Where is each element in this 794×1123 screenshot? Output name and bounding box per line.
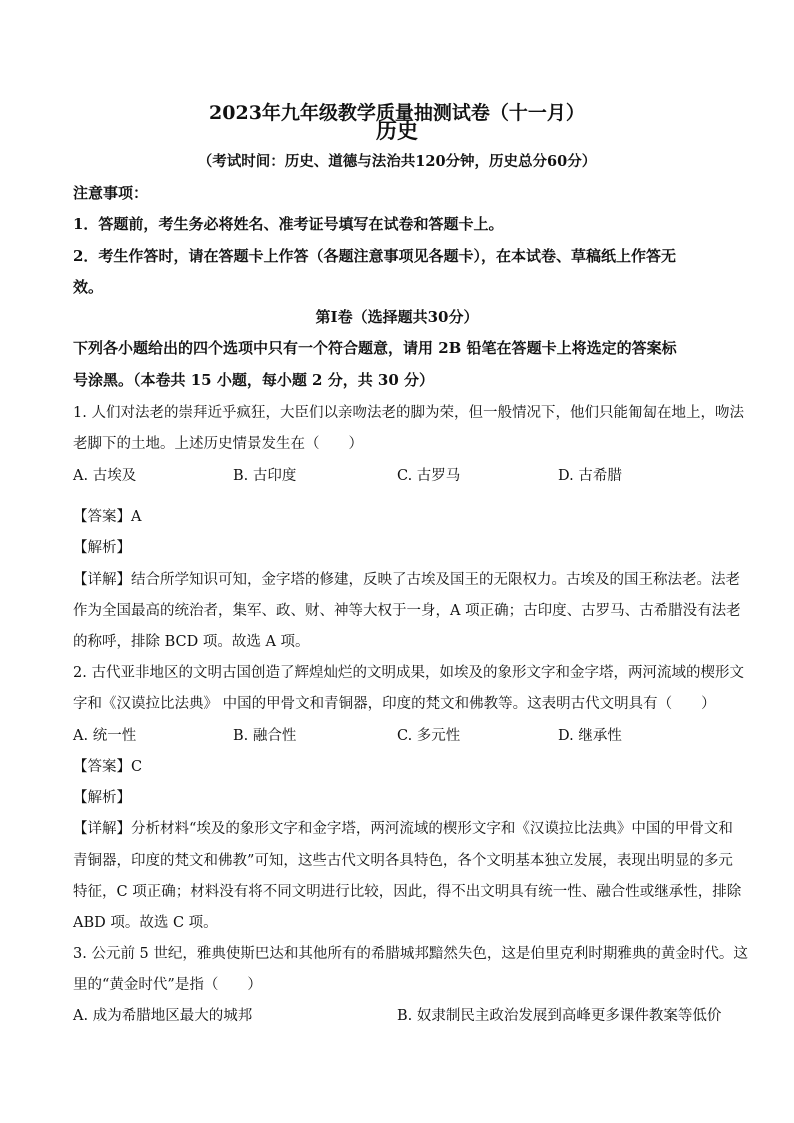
q3-stem-line-1: 3. 公元前 5 世纪，雅典使斯巴达和其他所有的希腊城邦黯然失色，这是伯里克利时期雅典的黄金时代。这 bbox=[73, 946, 748, 962]
q2-option-c: C. 多元性 bbox=[397, 728, 461, 744]
notice-item-2-line-2: 效。 bbox=[73, 278, 104, 296]
q2-option-d: D. 继承性 bbox=[558, 728, 622, 744]
notice-item-2-line-1: 2．考生作答时，请在答题卡上作答（各题注意事项见各题卡），在本试卷、草稿纸上作答无 bbox=[73, 247, 676, 265]
q3-option-b: B. 奴隶制民主政治发展到高峰更多课件教案等低价 bbox=[397, 1008, 722, 1024]
q1-option-c: C. 古罗马 bbox=[397, 468, 461, 484]
q1-detail-line-3: 的称呼，排除 BCD 项。故选 A 项。 bbox=[73, 634, 310, 650]
q1-stem-line-2: 老脚下的土地。上述历史情景发生在（ ） bbox=[73, 436, 363, 452]
subject-title: 历史 bbox=[376, 118, 418, 143]
q2-answer: 【答案】C bbox=[73, 759, 143, 775]
q3-option-a: A. 成为希腊地区最大的城邦 bbox=[73, 1008, 253, 1024]
section-instruction-line-2: 号涂黑。（本卷共 15 小题，每小题 2 分，共 30 分） bbox=[73, 371, 435, 389]
q1-analysis-label: 【解析】 bbox=[73, 540, 131, 556]
q1-stem-line-1: 1. 人们对法老的崇拜近乎疯狂，大臣们以亲吻法老的脚为荣，但一般情况下，他们只能匍匐在地上，吻法 bbox=[73, 405, 744, 421]
q2-detail-line-4: ABD 项。故选 C 项。 bbox=[73, 915, 218, 931]
notice-item-1: 1．答题前，考生务必将姓名、准考证号填写在试卷和答题卡上。 bbox=[73, 215, 504, 233]
q1-option-b: B. 古印度 bbox=[233, 468, 297, 484]
q2-detail-line-3: 特征，C 项正确；材料没有将不同文明进行比较，因此，得不出文明具有统一性、融合性或继承性，排除 bbox=[73, 884, 742, 900]
exam-title: 2023年九年级教学质量抽测试卷（十一月） bbox=[209, 102, 585, 124]
q2-detail-line-1: 【详解】分析材料“埃及的象形文字和金字塔，两河流域的楔形文字和《汉谟拉比法典》中国的甲骨文和 bbox=[73, 821, 733, 837]
q2-stem-line-1: 2. 古代亚非地区的文明古国创造了辉煌灿烂的文明成果，如埃及的象形文字和金字塔，两河流域的楔形文 bbox=[73, 665, 744, 681]
q1-answer: 【答案】A bbox=[73, 509, 142, 525]
q2-stem-line-2: 字和《汉谟拉比法典》 中国的甲骨文和青铜器，印度的梵文和佛教等。这表明古代文明具有（ ） bbox=[73, 696, 716, 712]
q1-detail-line-2: 作为全国最高的统治者，集军、政、财、神等大权于一身，A 项正确；古印度、古罗马、古希腊没有法老 bbox=[73, 603, 741, 619]
section-title: 第Ⅰ卷（选择题共30分） bbox=[315, 308, 479, 326]
q1-detail-line-1: 【详解】结合所学知识可知，金字塔的修建，反映了古埃及国王的无限权力。古埃及的国王称法老。法老 bbox=[73, 572, 740, 588]
q1-option-a: A. 古埃及 bbox=[73, 468, 137, 484]
q2-option-b: B. 融合性 bbox=[233, 728, 297, 744]
q1-option-d: D. 古希腊 bbox=[558, 468, 622, 484]
q2-detail-line-2: 青铜器，印度的梵文和佛教”可知，这些古代文明各具特色，各个文明基本独立发展，表现出明显的多元 bbox=[73, 853, 733, 869]
q2-analysis-label: 【解析】 bbox=[73, 790, 131, 806]
notice-heading: 注意事项： bbox=[73, 184, 149, 202]
q3-stem-line-2: 里的“黄金时代”是指（ ） bbox=[73, 977, 262, 993]
q2-option-a: A. 统一性 bbox=[73, 728, 137, 744]
section-instruction-line-1: 下列各小题给出的四个选项中只有一个符合题意，请用 2B 铅笔在答题卡上将选定的答案标 bbox=[73, 339, 677, 357]
exam-time-note: （考试时间：历史、道德与法治共120分钟，历史总分60分） bbox=[197, 153, 597, 170]
